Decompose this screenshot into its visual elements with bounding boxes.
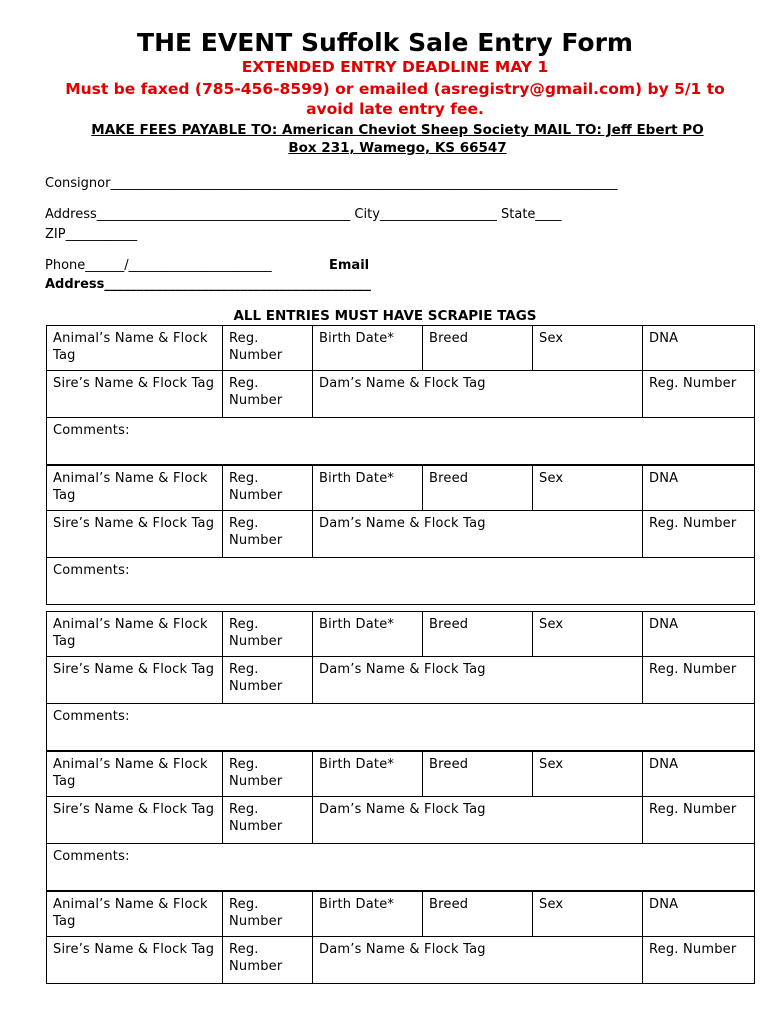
dam-name-cell[interactable]: Dam’s Name & Flock Tag xyxy=(313,797,643,844)
dna-cell[interactable]: DNA xyxy=(643,752,755,797)
dam-name-cell[interactable]: Dam’s Name & Flock Tag xyxy=(313,371,643,418)
sire-reg-number-cell[interactable]: Reg. Number xyxy=(223,797,313,844)
dna-cell[interactable]: DNA xyxy=(643,466,755,511)
birth-date-cell[interactable]: Birth Date* xyxy=(313,892,423,937)
scrapie-tags-heading: ALL ENTRIES MUST HAVE SCRAPIE TAGS xyxy=(233,308,537,324)
dna-cell[interactable]: DNA xyxy=(643,892,755,937)
sire-name-cell[interactable]: Sire’s Name & Flock Tag xyxy=(47,797,223,844)
animal-name-cell[interactable]: Animal’s Name & Flock Tag xyxy=(47,752,223,797)
birth-date-cell[interactable]: Birth Date* xyxy=(313,466,423,511)
payable-line1: MAKE FEES PAYABLE TO: American Cheviot Sheep Society MAIL TO: Jeff Ebert PO xyxy=(91,122,704,138)
email-label: Email xyxy=(329,258,370,273)
dna-cell[interactable]: DNA xyxy=(643,612,755,657)
fax-instructions-line1: Must be faxed (785-456-8599) or emailed (asregistry@gmail.com) by 5/1 to xyxy=(65,80,725,98)
comments-cell[interactable]: Comments: xyxy=(47,704,755,751)
entry-block xyxy=(46,891,755,984)
dam-reg-number-cell[interactable]: Reg. Number xyxy=(643,511,755,558)
dam-reg-number-cell[interactable]: Reg. Number xyxy=(643,937,755,984)
dam-reg-number-cell[interactable]: Reg. Number xyxy=(643,797,755,844)
email-address-field[interactable]: Address_________________________________________ xyxy=(45,277,371,292)
deadline-notice: EXTENDED ENTRY DEADLINE MAY 1 xyxy=(241,58,549,76)
reg-number-cell[interactable]: Reg. Number xyxy=(223,466,313,511)
phone-field[interactable]: Phone______/______________________ xyxy=(45,258,272,273)
form-title: THE EVENT Suffolk Sale Entry Form xyxy=(137,28,633,57)
animal-name-cell[interactable]: Animal’s Name & Flock Tag xyxy=(47,466,223,511)
entry-block xyxy=(46,325,755,465)
breed-cell[interactable]: Breed xyxy=(423,466,533,511)
payable-line2: Box 231, Wamego, KS 66547 xyxy=(288,140,507,156)
dam-name-cell[interactable]: Dam’s Name & Flock Tag xyxy=(313,657,643,704)
consignor-field[interactable]: Consignor______________________________________________________________________________ xyxy=(45,176,618,191)
dam-reg-number-cell[interactable]: Reg. Number xyxy=(643,371,755,418)
dam-reg-number-cell[interactable]: Reg. Number xyxy=(643,657,755,704)
sire-reg-number-cell[interactable]: Reg. Number xyxy=(223,657,313,704)
entry-block xyxy=(46,465,755,605)
zip-field[interactable]: ZIP___________ xyxy=(45,227,138,242)
dam-name-cell[interactable]: Dam’s Name & Flock Tag xyxy=(313,937,643,984)
comments-cell[interactable]: Comments: xyxy=(47,558,755,605)
sire-reg-number-cell[interactable]: Reg. Number xyxy=(223,511,313,558)
sire-name-cell[interactable]: Sire’s Name & Flock Tag xyxy=(47,657,223,704)
sex-cell[interactable]: Sex xyxy=(533,466,643,511)
reg-number-cell[interactable]: Reg. Number xyxy=(223,892,313,937)
breed-cell[interactable]: Breed xyxy=(423,892,533,937)
entry-block xyxy=(46,751,755,891)
dam-name-cell[interactable]: Dam’s Name & Flock Tag xyxy=(313,511,643,558)
reg-number-cell[interactable]: Reg. Number xyxy=(223,612,313,657)
sire-reg-number-cell[interactable]: Reg. Number xyxy=(223,371,313,418)
animal-name-cell[interactable]: Animal’s Name & Flock Tag xyxy=(47,612,223,657)
entry-block xyxy=(46,611,755,751)
birth-date-cell[interactable]: Birth Date* xyxy=(313,752,423,797)
reg-number-cell[interactable]: Reg. Number xyxy=(223,326,313,371)
birth-date-cell[interactable]: Birth Date* xyxy=(313,326,423,371)
animal-name-cell[interactable]: Animal’s Name & Flock Tag xyxy=(47,326,223,371)
breed-cell[interactable]: Breed xyxy=(423,752,533,797)
sire-name-cell[interactable]: Sire’s Name & Flock Tag xyxy=(47,371,223,418)
comments-cell[interactable]: Comments: xyxy=(47,844,755,891)
sire-name-cell[interactable]: Sire’s Name & Flock Tag xyxy=(47,937,223,984)
address-city-state-field[interactable]: Address_______________________________________ City__________________ State____ xyxy=(45,207,562,222)
reg-number-cell[interactable]: Reg. Number xyxy=(223,752,313,797)
birth-date-cell[interactable]: Birth Date* xyxy=(313,612,423,657)
sex-cell[interactable]: Sex xyxy=(533,892,643,937)
sex-cell[interactable]: Sex xyxy=(533,326,643,371)
sire-name-cell[interactable]: Sire’s Name & Flock Tag xyxy=(47,511,223,558)
sire-reg-number-cell[interactable]: Reg. Number xyxy=(223,937,313,984)
dna-cell[interactable]: DNA xyxy=(643,326,755,371)
breed-cell[interactable]: Breed xyxy=(423,326,533,371)
fax-instructions-line2: avoid late entry fee. xyxy=(306,100,484,118)
breed-cell[interactable]: Breed xyxy=(423,612,533,657)
sex-cell[interactable]: Sex xyxy=(533,752,643,797)
animal-name-cell[interactable]: Animal’s Name & Flock Tag xyxy=(47,892,223,937)
comments-cell[interactable]: Comments: xyxy=(47,418,755,465)
sex-cell[interactable]: Sex xyxy=(533,612,643,657)
